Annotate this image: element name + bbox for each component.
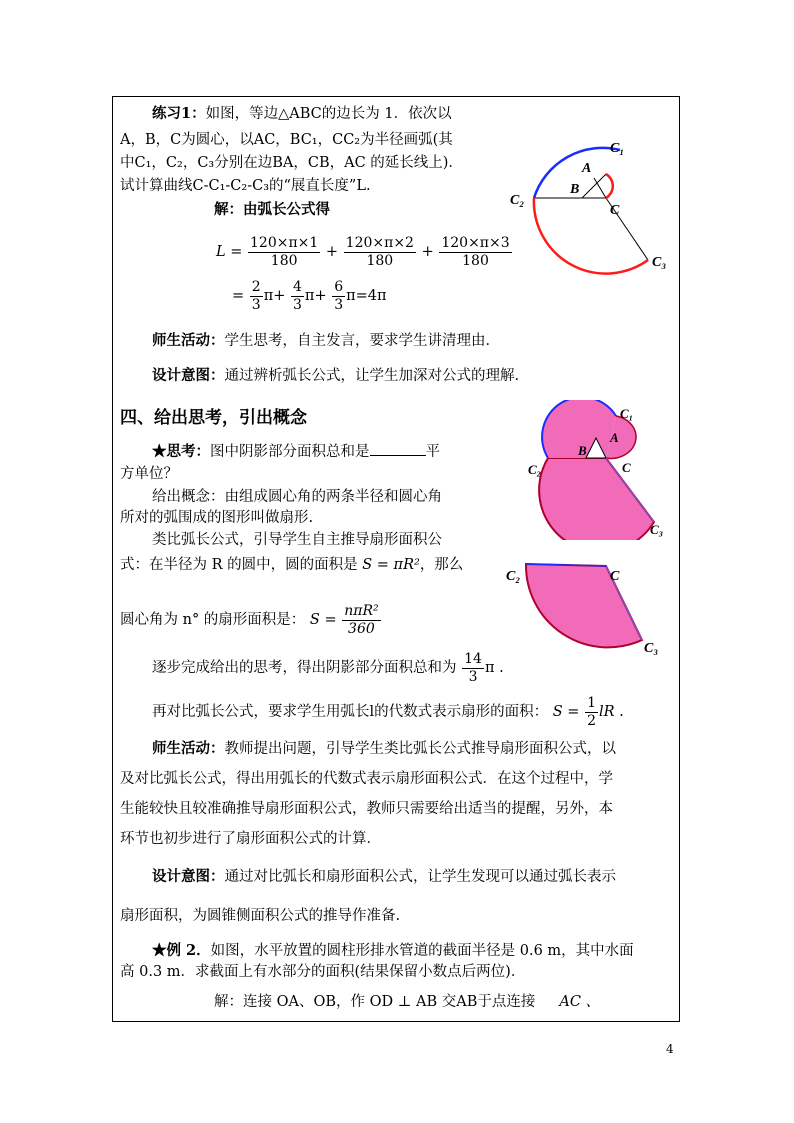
shaded-area-result: 逐步完成给出的思考，得出阴影部分面积总和为 $\frac{14}{3}$ π .: [152, 650, 504, 685]
label-C-3: C: [610, 569, 620, 584]
label-C3-3: C₃: [644, 641, 659, 656]
exercise1-line3: 中C₁，C₂，C₃分别在边BA，CB，AC 的延长线上)．: [120, 155, 463, 171]
think-line1: ★思考：图中阴影部分面积总和是 平: [152, 443, 440, 460]
label-C1: C₁: [610, 141, 625, 156]
solution-label: 解：由弧长公式得: [214, 201, 330, 218]
analogy-line1: 类比弧长公式，引导学生自主推导扇形面积公: [152, 532, 442, 548]
section4-activity-line4: 环节也初步进行了扇形面积公式的计算．: [120, 831, 381, 847]
figure-shaded-sectors: [520, 400, 680, 540]
exercise1-line1: 练习1：如图，等边△ABC的边长为 1．依次以: [152, 105, 452, 122]
sector-area-formula: 圆心角为 n° 的扇形面积是： S = $\frac{\text{nπR²}}{360}$: [120, 602, 379, 637]
arc-length-sector-formula: 再对比弧长公式，要求学生用弧长l的代数式表示扇形的面积： S = $\frac{1}{2}$ lR .: [152, 694, 624, 729]
analogy-line2: 式：在半径为 R 的圆中，圆的面积是 S = πR²，那么: [120, 557, 464, 573]
think-line2: 方单位？: [120, 466, 178, 482]
section4-activity-line2: 及对比弧长公式，得出用弧长的代数式表示扇形面积公式．在这个过程中，学: [120, 771, 613, 787]
label-B-2: B: [578, 443, 587, 458]
concept-line2: 所对的弧围成的图形叫做扇形.: [120, 510, 314, 526]
example2-line1: ★例 2．如图，水平放置的圆柱形排水管道的截面半径是 0.6 m，其中水面: [152, 942, 634, 959]
label-C2: C₂: [510, 193, 525, 208]
label-B: B: [570, 182, 580, 197]
label-C-2: C: [622, 460, 631, 475]
label-C1-2: C₁: [620, 406, 634, 421]
exercise1-activity: 师生活动：学生思考，自主发言，要求学生讲清理由．: [152, 332, 500, 349]
section4-title: 四、给出思考，引出概念: [120, 408, 307, 428]
figure-single-sector: [500, 560, 680, 660]
label-C2-3: C₂: [506, 569, 521, 584]
section4-activity-line1: 师生活动：教师提出问题，引导学生类比弧长公式推导扇形面积公式，以: [152, 740, 616, 757]
label-C2-2: C₂: [528, 462, 542, 477]
figure-curve-arcs: [500, 130, 680, 280]
label-C: C: [610, 203, 620, 218]
exercise1-line4: 试计算曲线C-C₁-C₂-C₃的“展直长度”L.: [120, 178, 371, 194]
section4-intent-line2: 扇形面积，为圆锥侧面积公式的推导作准备.: [120, 908, 401, 924]
section4-activity-line3: 生能较快且较准确推导扇形面积公式，教师只需要给出适当的提醒，另外，本: [120, 801, 613, 817]
exercise1-intent: 设计意图：通过辨析弧长公式，让学生加深对公式的理解.: [152, 367, 520, 384]
section4-intent-line1: 设计意图：通过对比弧长和扇形面积公式，让学生发现可以通过弧长表示: [152, 868, 616, 885]
page-number: 4: [666, 1042, 674, 1056]
formula-line2: = $\frac{2}{3}$ π+ $\frac{4}{3}$ π+ $\frac{6}{3}$ π=4π: [232, 278, 387, 313]
concept-line1: 给出概念：由组成圆心角的两条半径和圆心角: [152, 489, 442, 505]
example2-line2: 高 0.3 m．求截面上有水部分的面积(结果保留小数点后两位)．: [120, 964, 526, 980]
example2-solution: 解：连接 OA、OB，作 OD ⊥ AB 交AB于点连接 AC 、: [214, 994, 601, 1010]
label-C3-2: C₃: [650, 522, 664, 537]
label-C3: C₃: [652, 255, 667, 270]
label-A: A: [582, 161, 592, 176]
label-A-2: A: [610, 430, 619, 445]
exercise1-line2: A，B，C为圆心，以AC，BC₁，CC₂为半径画弧(其: [120, 132, 453, 148]
formula-line1: L = $\frac{120\times\pi\times 1}{180}$ + $\frac{120\times\pi\times 2}{180}$ + $\frac{120\times\pi\times 3}{180}$: [216, 234, 510, 269]
